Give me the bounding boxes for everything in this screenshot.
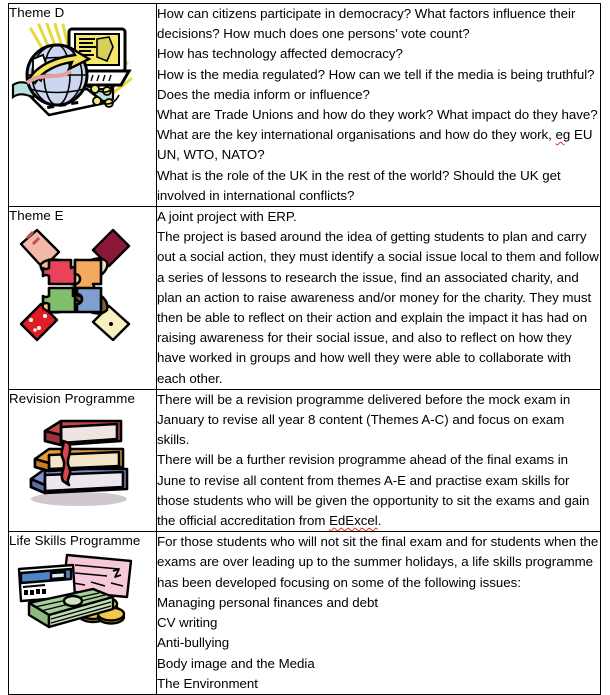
cell-text-theme-d [157, 4, 600, 206]
paragraph: The project is based around the idea of getting students to plan and carry out a social action, they must identify a social issue local to them and follow a series of lessons to research the issue, find an associated charity, and plan an action to raise awareness and/or money for the charity. They must then be able to reflect on their action and explain the impact it has had on raising awareness for their social issue, and also to reflect on how they have worked in groups and how well they were able to collaborate with each other. [157, 229, 599, 386]
paragraph: Anti-bullying [157, 635, 230, 651]
row-body-cell-revision-programme [157, 389, 601, 531]
cell-text-theme-e [157, 207, 600, 389]
paragraph: Body image and the Media [157, 655, 315, 671]
row-body-cell-theme-e [157, 207, 601, 390]
globe-computer-media-icon [9, 23, 156, 131]
row-label-cell-theme-d [9, 4, 157, 207]
paragraph: There will be a further revision programme ahead of the final exams in June to revise all content from themes A-E and practise exam skills for those students who will be given the opportunity to sit the exams and gain the official accreditation from EdExcel. [157, 452, 590, 529]
row-label-text: Theme E [9, 208, 64, 224]
paragraph: How has technology affected democracy? [157, 46, 403, 62]
row-label-cell-life-skills-programme [9, 532, 157, 695]
paragraph: CV writing [157, 615, 218, 631]
row-label-text: Theme D [9, 5, 65, 20]
row-label-cell-theme-e [9, 207, 157, 390]
paragraph: What is the role of the UK in the rest of the world? Should the UK get involved in international conflicts? [157, 167, 561, 203]
paragraph: What are Trade Unions and how do they work? What impact do they have? [157, 107, 598, 123]
row-body-cell-life-skills-programme [157, 532, 601, 695]
table-row [9, 207, 601, 390]
paragraph: How is the media regulated? How can we tell if the media is being truthful? Does the media inform or influence? [157, 66, 595, 102]
curriculum-table [8, 3, 601, 695]
paragraph: There will be a revision programme delivered before the mock exam in January to revise all year 8 content (Themes A-C) and focus on exam skills. [157, 391, 571, 448]
cell-text-life-skills-programme [157, 532, 600, 694]
row-body-cell-theme-d [157, 4, 601, 207]
money-cash-card-icon [15, 551, 156, 635]
spellcheck-word: EdExcel [329, 513, 378, 529]
table-row [9, 389, 601, 531]
cell-text-revision-programme [157, 390, 600, 531]
spellcheck-word: eg [555, 127, 571, 143]
table-row [9, 532, 601, 695]
paragraph: The Environment [157, 675, 258, 691]
stack-of-books-icon [23, 409, 156, 507]
hands-puzzle-collaboration-icon [15, 226, 156, 346]
row-label-text: Life Skills Programme [9, 533, 141, 549]
paragraph: Managing personal finances and debt [157, 594, 379, 610]
table-row [9, 4, 601, 207]
paragraph: How can citizens participate in democracy? What factors influence their decisions? How much does one persons’ vote count? [157, 6, 576, 42]
row-label-cell-revision-programme [9, 389, 157, 531]
paragraph: For those students who will not sit the final exam and for students when the exams are over leading up to the summer holidays, a life skills programme has been developed focusing on some of the following issues: [157, 534, 599, 590]
paragraph: What are the key international organisations and how do they work, eg EU UN, WTO, NATO? [157, 127, 593, 163]
paragraph: A joint project with ERP. [157, 209, 297, 225]
row-label-text: Revision Programme [9, 390, 135, 406]
